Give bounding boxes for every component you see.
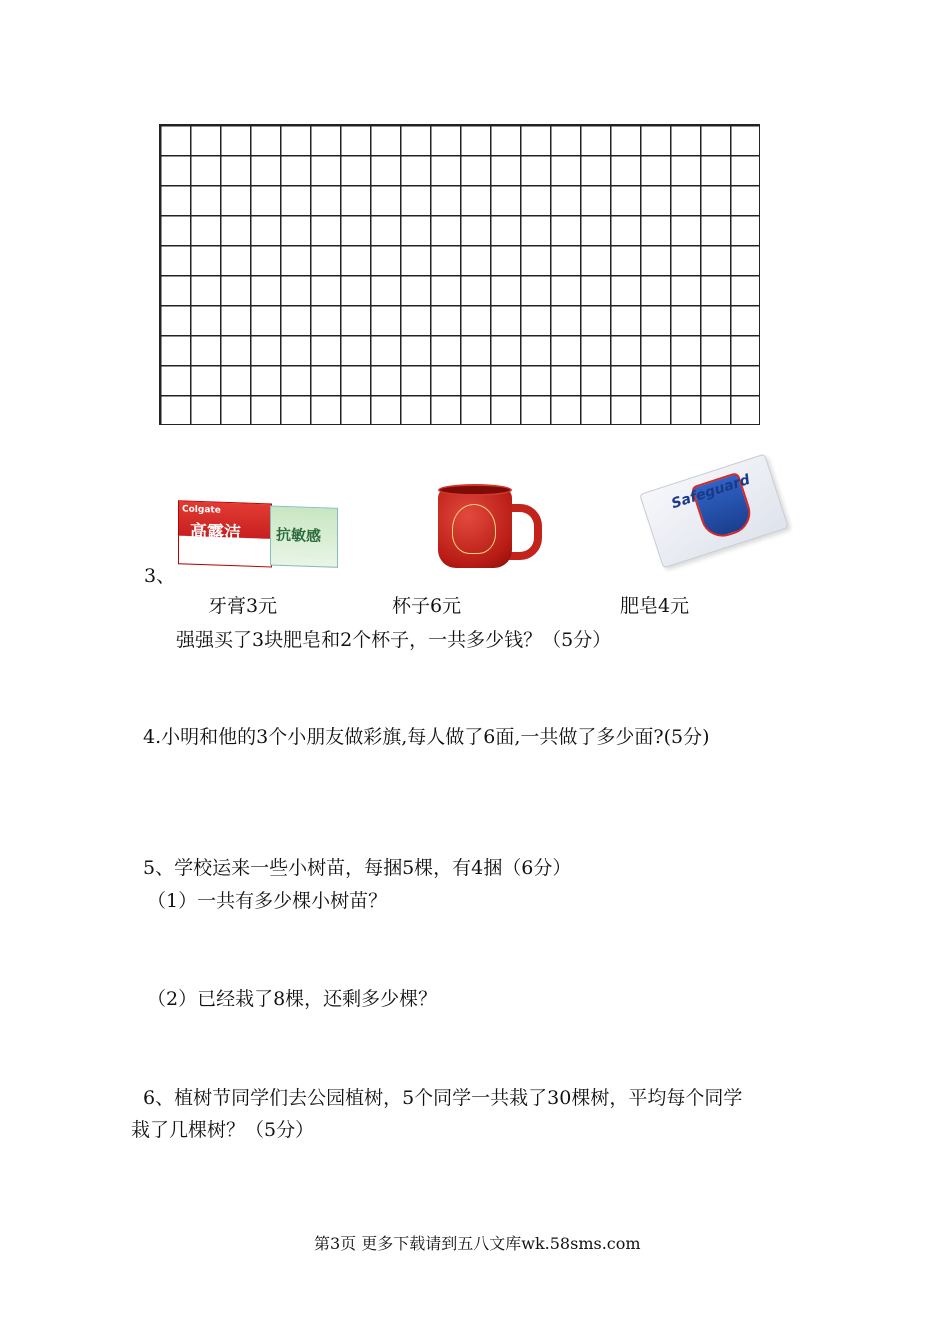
q6-line1: 6、植树节同学们去公园植树，5个同学一共栽了30棵树，平均每个同学 [143,1087,743,1109]
q5-title: 5、学校运来一些小树苗，每捆5棵，有4捆（6分） [143,857,572,879]
item-cup-price: 杯子6元 [392,595,462,617]
toothpaste-image [178,500,336,568]
toothpaste-label: 抗敏感 [276,525,322,546]
q3-number: 3、 [144,565,176,587]
soap-brand: Safeguard [669,471,752,513]
toothpaste-brand: Colgate [182,504,221,516]
q4-question: 4.小明和他的3个小朋友做彩旗,每人做了6面,一共做了多少面?(5分) [143,726,710,748]
page-footer: 第3页 更多下载请到五八文库wk.58sms.com [314,1234,641,1253]
mug-image [436,484,540,572]
q6-line2: 栽了几棵树？（5分） [131,1119,315,1141]
bear-icon [452,504,496,554]
item-soap-price: 肥皂4元 [620,595,690,617]
soap-image [642,448,784,574]
q5-sub1: （1）一共有多少棵小树苗？ [147,890,388,912]
q5-sub2: （2）已经栽了8棵，还剩多少棵？ [147,988,438,1010]
item-toothpaste-price: 牙膏3元 [208,595,278,617]
writing-grid [159,124,760,425]
q3-question: 强强买了3块肥皂和2个杯子，一共多少钱？（5分） [176,629,612,651]
toothpaste-brand-cn: 高露洁 [190,521,241,544]
